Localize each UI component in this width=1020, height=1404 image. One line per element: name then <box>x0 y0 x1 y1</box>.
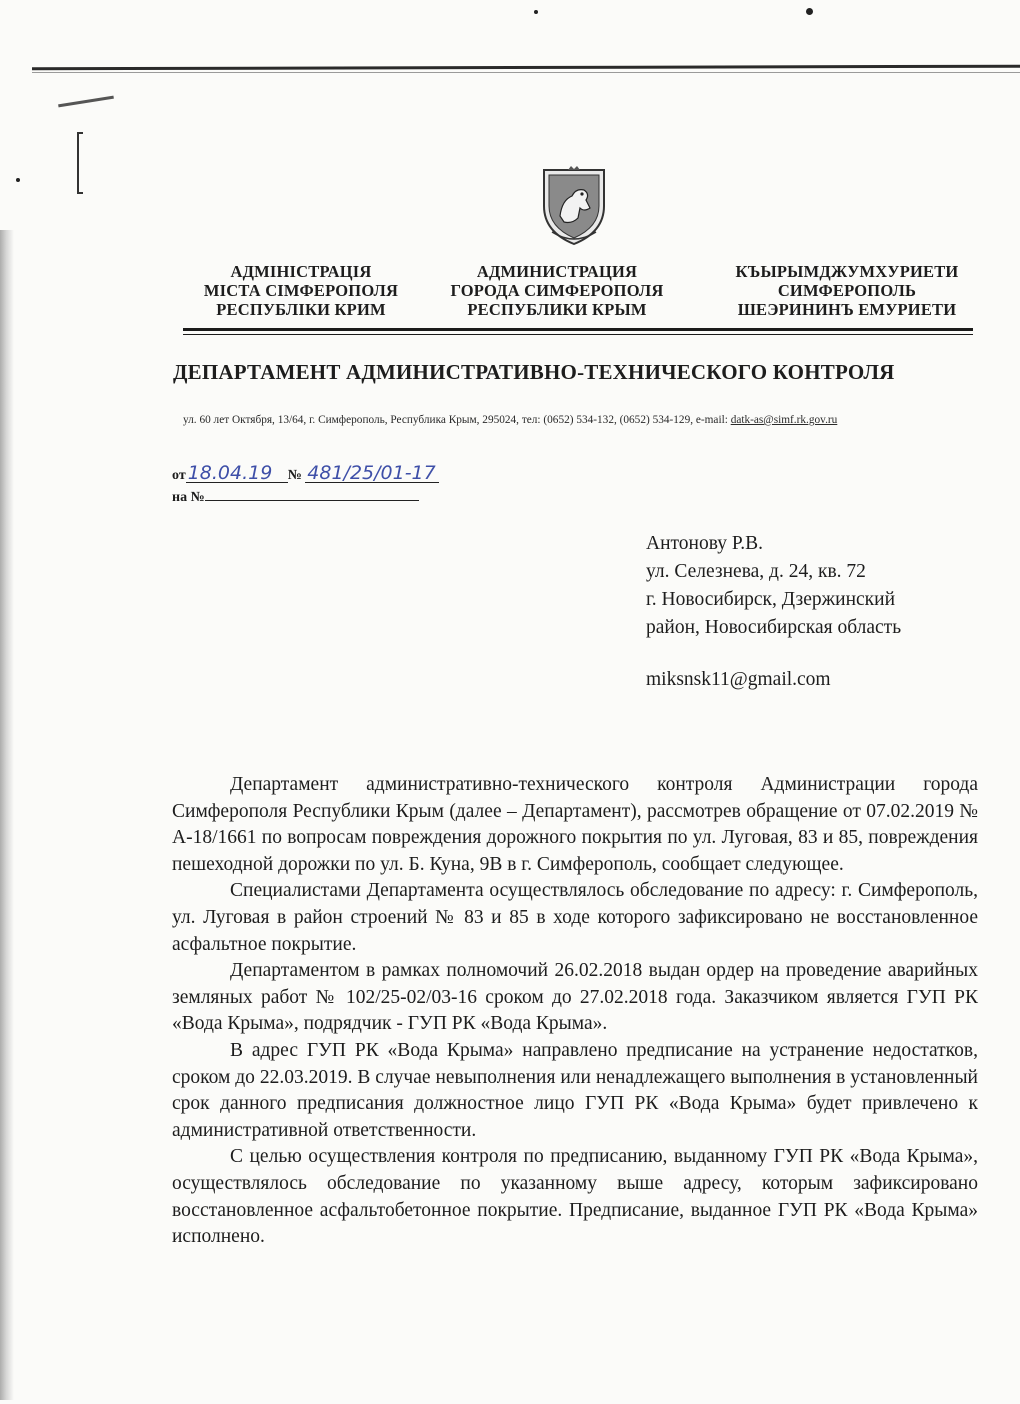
addressee-block <box>646 530 986 694</box>
coat-of-arms-emblem-icon <box>538 166 610 248</box>
header-line: РЕСПУБЛИКИ КРЫМ <box>467 300 647 319</box>
addressee-line: г. Новосибирск, Дзержинский <box>646 589 896 610</box>
scan-dot <box>534 10 538 14</box>
body-paragraph: Специалистами Департамента осуществлялось обследование по адресу: г. Симферополь, ул. Луговая в район строений № 83 и 85 в ходе которого зафиксировано не восстановленное асфальтное покрытие. <box>172 880 978 955</box>
department-title: ДЕПАРТАМЕНТ АДМИНИСТРАТИВНО-ТЕХНИЧЕСКОГО КОНТРОЛЯ <box>173 360 895 384</box>
header-line: АДМИНИСТРАЦИЯ <box>476 262 638 281</box>
addressee-line: Антонову Р.В. <box>646 533 764 554</box>
reference-date-number <box>172 464 439 484</box>
reference-date-handwritten: 18.04.19 <box>186 464 288 483</box>
body-paragraph: Департаментом в рамках полномочий 26.02.2018 выдан ордер на проведение аварийных земляных работ № 102/25-02/03-16 сроком до 27.02.2018 года. Заказчиком является ГУП РК «Вода Крыма», подрядчик - ГУП РК «Вода Крыма». <box>172 960 978 1035</box>
header-russian <box>432 262 682 319</box>
header-line: АДМІНІСТРАЦІЯ <box>230 262 372 281</box>
reference-number-label: № <box>287 468 302 483</box>
header-line: СИМФЕРОПОЛЬ <box>777 281 917 300</box>
scan-dot <box>806 8 813 15</box>
body-paragraph: С целью осуществления контроля по предписанию, выданному ГУП РК «Вода Крыма», осуществлялось обследование по указанному выше адресу, которым зафиксировано восстановленное асфальтобетонное покрытие. Предписание, выданное ГУП РК «Вода Крыма» исполнено. <box>172 1146 978 1248</box>
header-ukrainian <box>185 262 417 319</box>
scan-left-shadow <box>0 230 14 1400</box>
contact-line <box>183 414 983 426</box>
body-paragraph: В адрес ГУП РК «Вода Крыма» направлено предписание на устранение недостатков, сроком до 22.03.2019. В случае невыполнения или ненадлежащего выполнения в установленный срок данного предписания должностное лицо ГУП РК «Вода Крыма» будет привлечено к административной ответственности. <box>172 1039 978 1141</box>
reference-number-handwritten: 481/25/01-17 <box>305 464 439 483</box>
header-line: КЪЫРЫМДЖУМХУРИЕТИ <box>735 262 959 281</box>
reference-to-number <box>172 486 419 506</box>
addressee-email: miksnsk11@gmail.com <box>646 669 831 690</box>
header-line: ГОРОДА СИМФЕРОПОЛЯ <box>450 281 664 300</box>
scan-edge-line <box>32 65 1020 71</box>
scan-edge-line-thin <box>32 72 1020 73</box>
contact-email-link[interactable]: datk-as@simf.rk.gov.ru <box>730 414 838 426</box>
addressee-line: ул. Селезнева, д. 24, кв. 72 <box>646 561 866 582</box>
scan-dot <box>16 178 20 182</box>
header-line: РЕСПУБЛІКИ КРИМ <box>216 300 386 319</box>
reference-from-label: от <box>172 468 186 483</box>
body-paragraph: Департамент административно-технического контроля Администрации города Симферополя Республики Крым (далее – Департамент), рассмотрев обращение от 07.02.2019 № А-18/1661 по вопросам повреждения дорожного покрытия по ул. Луговая, 83 и 85, повреждения пешеходной дорожки по ул. Б. Куна, 9В в г. Симферополь, сообщает следующее. <box>172 774 978 875</box>
scan-mark-bracket <box>77 132 83 194</box>
addressee-line: район, Новосибирская область <box>646 617 902 638</box>
letter-body <box>172 772 978 1251</box>
header-line: МІСТА СІМФЕРОПОЛЯ <box>203 281 399 300</box>
header-divider-thin <box>183 334 973 335</box>
reference-to-blank <box>205 486 419 501</box>
scan-mark-dash <box>58 96 114 108</box>
header-divider-thick <box>183 328 973 331</box>
header-line: ШЕЭРИНИНЪ ЕМУРИЕТИ <box>737 300 957 319</box>
header-crimean-tatar <box>712 262 982 319</box>
contact-address: ул. 60 лет Октября, 13/64, г. Симферополь, Республика Крым, 295024, тел: (0652) 534-132, (0652) 534-129, e-mail: <box>183 414 731 426</box>
reference-to-label: на № <box>172 490 205 505</box>
